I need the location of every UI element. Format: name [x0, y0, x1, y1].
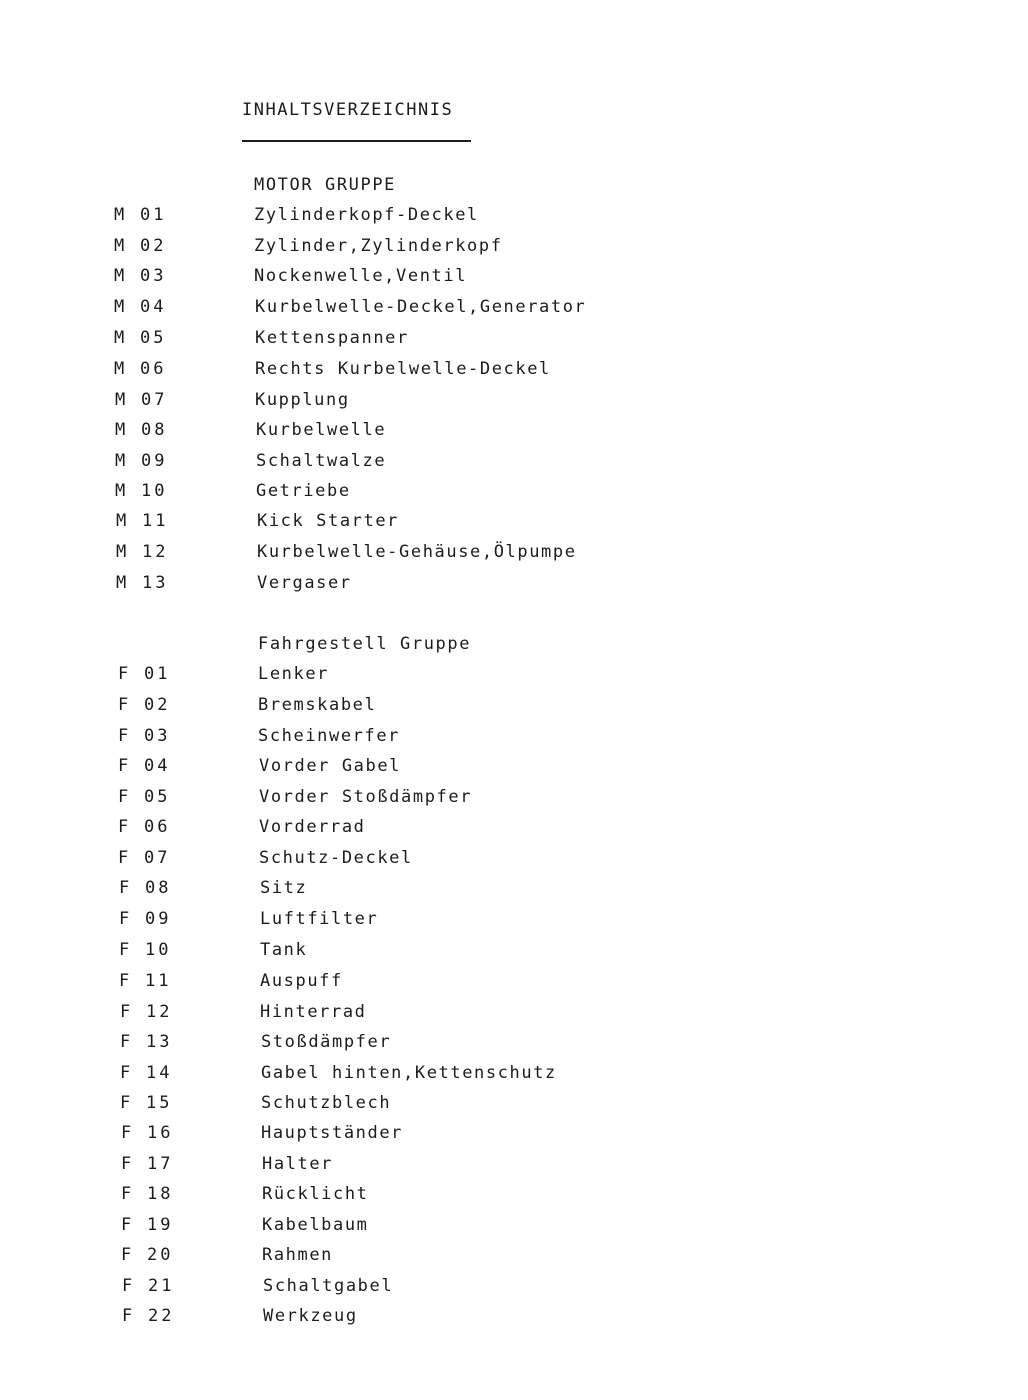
entry-number: 13 [142, 573, 169, 593]
entry-code [116, 573, 168, 593]
list-item [0, 940, 1028, 966]
entry-number: 01 [140, 205, 167, 225]
list-item [0, 266, 1028, 292]
entry-number: 10 [145, 940, 172, 960]
entry-name: Schutzblech [261, 1093, 392, 1113]
entry-name: Zylinderkopf-Deckel [254, 205, 479, 225]
entry-letter: F [120, 1063, 131, 1083]
entry-number: 17 [147, 1154, 174, 1174]
entry-name: Kabelbaum [262, 1215, 369, 1235]
list-item [0, 848, 1028, 874]
entry-name: Lenker [258, 664, 330, 684]
list-item [0, 1306, 1028, 1332]
entry-letter: M [114, 359, 125, 379]
entry-name: Kurbelwelle-Deckel,Generator [255, 297, 587, 317]
entry-letter: F [120, 1002, 131, 1022]
entry-code [121, 1245, 173, 1265]
entry-code [116, 511, 168, 531]
entry-code [116, 542, 168, 562]
entry-number: 11 [142, 511, 169, 531]
entry-letter: F [119, 909, 130, 929]
entry-code [119, 940, 171, 960]
entry-number: 08 [141, 420, 168, 440]
entry-code [119, 878, 171, 898]
entry-letter: F [120, 1032, 131, 1052]
entry-number: 21 [148, 1276, 175, 1296]
list-item [0, 756, 1028, 782]
entry-name: Rechts Kurbelwelle-Deckel [255, 359, 551, 379]
list-item [0, 1063, 1028, 1089]
entry-letter: M [114, 328, 125, 348]
entry-name: Vergaser [257, 573, 352, 593]
entry-name: Luftfilter [260, 909, 379, 929]
list-item [0, 511, 1028, 537]
entry-name: Vorder Stoßdämpfer [259, 787, 473, 807]
entry-letter: F [118, 817, 129, 837]
entry-name: Kurbelwelle [256, 420, 387, 440]
entry-number: 15 [146, 1093, 173, 1113]
entry-number: 02 [140, 236, 167, 256]
entry-number: 07 [141, 390, 168, 410]
entry-name: Kurbelwelle-Gehäuse,Ölpumpe [257, 542, 577, 562]
entry-name: Zylinder,Zylinderkopf [254, 236, 503, 256]
entry-letter: M [116, 511, 127, 531]
entry-letter: F [121, 1215, 132, 1235]
list-item [0, 420, 1028, 446]
entry-code [122, 1306, 174, 1326]
entry-code [118, 848, 170, 868]
entry-code [121, 1123, 173, 1143]
entry-code [118, 756, 170, 776]
entry-name: Vorder Gabel [259, 756, 402, 776]
document-title: INHALTSVERZEICHNIS [242, 100, 454, 120]
entry-letter: F [118, 848, 129, 868]
entry-number: 20 [147, 1245, 174, 1265]
entry-name: Vorderrad [259, 817, 366, 837]
list-item [0, 1123, 1028, 1149]
entry-code [114, 328, 166, 348]
list-item [0, 573, 1028, 599]
entry-name: Kupplung [255, 390, 350, 410]
entry-number: 05 [140, 328, 167, 348]
entry-code [114, 297, 166, 317]
list-item [0, 451, 1028, 477]
entry-number: 10 [141, 481, 168, 501]
entry-name: Kick Starter [257, 511, 400, 531]
entry-name: Bremskabel [258, 695, 377, 715]
entry-name: Sitz [260, 878, 308, 898]
entry-letter: F [118, 787, 129, 807]
entry-number: 09 [141, 451, 168, 471]
list-item [0, 1032, 1028, 1058]
entry-number: 22 [148, 1306, 175, 1326]
chassis-group-heading: Fahrgestell Gruppe [258, 634, 472, 654]
entry-code [122, 1276, 174, 1296]
entry-letter: F [118, 756, 129, 776]
entry-name: Scheinwerfer [258, 726, 401, 746]
entry-letter: F [121, 1154, 132, 1174]
entry-letter: M [115, 420, 126, 440]
list-item [0, 390, 1028, 416]
entry-code [118, 787, 170, 807]
entry-name: Schaltwalze [256, 451, 387, 471]
entry-letter: F [118, 695, 129, 715]
list-item [0, 205, 1028, 231]
entry-letter: M [115, 451, 126, 471]
entry-name: Stoßdämpfer [261, 1032, 392, 1052]
entry-name: Rücklicht [262, 1184, 369, 1204]
entry-number: 09 [145, 909, 172, 929]
entry-name: Gabel hinten,Kettenschutz [261, 1063, 557, 1083]
entry-letter: F [119, 940, 130, 960]
entry-number: 11 [145, 971, 172, 991]
entry-name: Getriebe [256, 481, 351, 501]
entry-number: 01 [144, 664, 171, 684]
entry-letter: F [121, 1123, 132, 1143]
list-item [0, 726, 1028, 752]
entry-number: 05 [144, 787, 171, 807]
entry-number: 18 [147, 1184, 174, 1204]
entry-number: 14 [146, 1063, 173, 1083]
entry-number: 12 [146, 1002, 173, 1022]
entry-code [118, 817, 170, 837]
list-item [0, 695, 1028, 721]
list-item [0, 236, 1028, 262]
entry-number: 16 [147, 1123, 174, 1143]
list-item [0, 878, 1028, 904]
entry-letter: M [116, 573, 127, 593]
entry-code [115, 451, 167, 471]
entry-letter: M [114, 297, 125, 317]
entry-code [114, 359, 166, 379]
entry-code [120, 1093, 172, 1113]
entry-code [115, 420, 167, 440]
list-item [0, 909, 1028, 935]
entry-letter: F [119, 971, 130, 991]
entry-letter: F [118, 664, 129, 684]
list-item [0, 1093, 1028, 1119]
motor-group-heading: MOTOR GRUPPE [254, 175, 397, 195]
entry-number: 06 [140, 359, 167, 379]
list-item [0, 1154, 1028, 1180]
entry-number: 08 [145, 878, 172, 898]
entry-letter: F [122, 1306, 133, 1326]
title-underline [242, 140, 471, 142]
entry-letter: F [120, 1093, 131, 1113]
list-item [0, 971, 1028, 997]
entry-name: Kettenspanner [255, 328, 409, 348]
entry-code [114, 266, 166, 286]
entry-code [120, 1002, 172, 1022]
entry-letter: M [116, 542, 127, 562]
list-item [0, 817, 1028, 843]
entry-name: Halter [262, 1154, 334, 1174]
list-item [0, 1215, 1028, 1241]
list-item [0, 1276, 1028, 1302]
entry-number: 03 [140, 266, 167, 286]
list-item [0, 664, 1028, 690]
entry-number: 07 [144, 848, 171, 868]
entry-number: 06 [144, 817, 171, 837]
entry-name: Rahmen [262, 1245, 334, 1265]
entry-name: Tank [260, 940, 308, 960]
entry-code [120, 1063, 172, 1083]
entry-code [114, 236, 166, 256]
entry-code [118, 664, 170, 684]
entry-code [121, 1154, 173, 1174]
entry-letter: F [121, 1245, 132, 1265]
entry-number: 13 [146, 1032, 173, 1052]
list-item [0, 481, 1028, 507]
entry-letter: F [122, 1276, 133, 1296]
list-item [0, 1245, 1028, 1271]
entry-code [115, 390, 167, 410]
entry-number: 12 [142, 542, 169, 562]
list-item [0, 359, 1028, 385]
entry-name: Nockenwelle,Ventil [254, 266, 468, 286]
list-item [0, 1002, 1028, 1028]
entry-code [118, 726, 170, 746]
entry-letter: F [118, 726, 129, 746]
entry-code [119, 971, 171, 991]
entry-letter: M [114, 205, 125, 225]
entry-letter: M [115, 481, 126, 501]
entry-letter: M [115, 390, 126, 410]
entry-name: Hauptständer [261, 1123, 404, 1143]
entry-letter: F [121, 1184, 132, 1204]
entry-name: Werkzeug [263, 1306, 358, 1326]
entry-code [115, 481, 167, 501]
entry-letter: M [114, 266, 125, 286]
entry-number: 04 [144, 756, 171, 776]
entry-name: Schaltgabel [263, 1276, 394, 1296]
entry-code [121, 1215, 173, 1235]
list-item [0, 297, 1028, 323]
entry-number: 03 [144, 726, 171, 746]
entry-code [114, 205, 166, 225]
entry-code [121, 1184, 173, 1204]
list-item [0, 328, 1028, 354]
entry-code [119, 909, 171, 929]
entry-name: Schutz-Deckel [259, 848, 413, 868]
entry-code [118, 695, 170, 715]
entry-letter: F [119, 878, 130, 898]
entry-letter: M [114, 236, 125, 256]
list-item [0, 787, 1028, 813]
entry-number: 04 [140, 297, 167, 317]
entry-name: Auspuff [260, 971, 343, 991]
entry-name: Hinterrad [260, 1002, 367, 1022]
entry-number: 02 [144, 695, 171, 715]
list-item [0, 542, 1028, 568]
list-item [0, 1184, 1028, 1210]
entry-code [120, 1032, 172, 1052]
entry-number: 19 [147, 1215, 174, 1235]
